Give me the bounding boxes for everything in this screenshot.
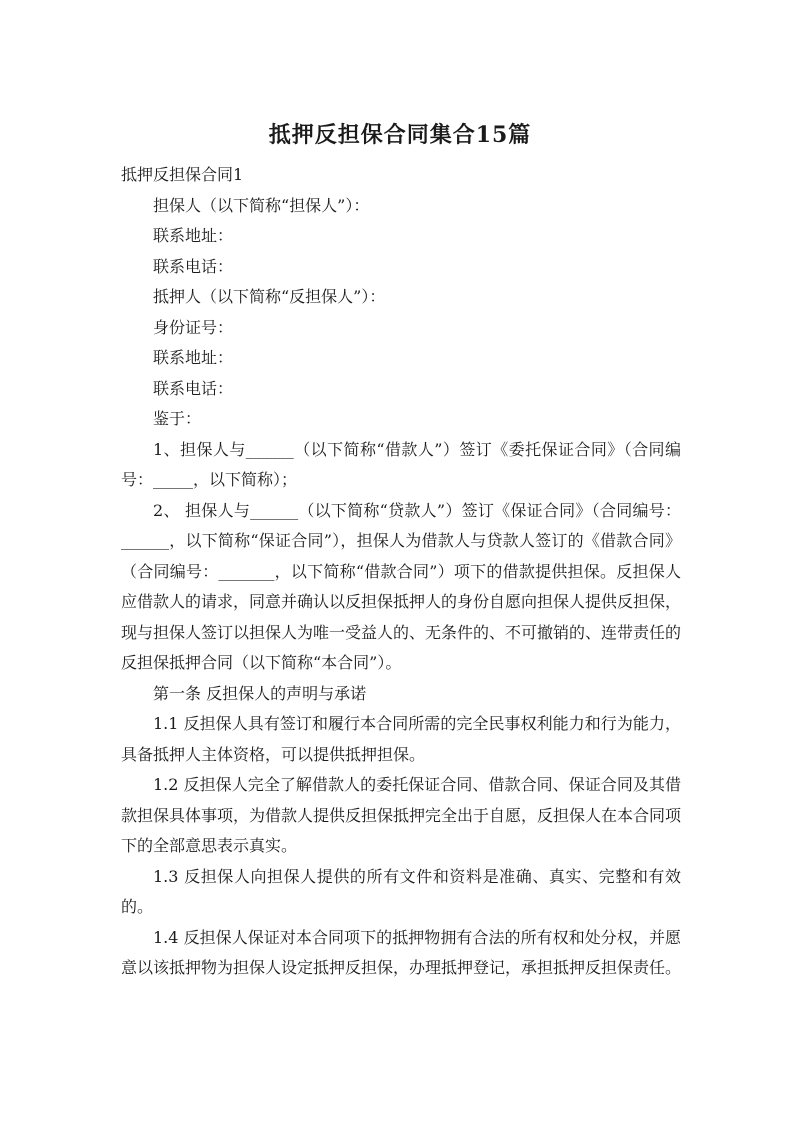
section-heading: 抵押反担保合同1 [121, 165, 244, 184]
recital-1-paragraph: 1、担保人与______（以下简称“借款人”）签订《委托保证合同》（合同编号：_____，以下简称）； [121, 439, 681, 489]
clause-1-3-paragraph: 1.3 反担保人向担保人提供的所有文件和资料是准确、真实、完整和有效的。 [121, 866, 681, 916]
whereas-line: 鉴于： [153, 409, 202, 428]
id-number-line: 身份证号： [153, 317, 234, 337]
guarantor-address-line: 联系地址： [153, 226, 234, 245]
document-body [121, 160, 681, 984]
clause-1-4-paragraph: 1.4 反担保人保证对本合同项下的抵押物拥有合法的所有权和处分权，并愿意以该抵押物为担保人设定抵押反担保，办理抵押登记，承担抵押反担保责任。 [121, 927, 682, 977]
mortgagor-line: 抵押人（以下简称“反担保人”）： [153, 287, 386, 306]
recital-2-paragraph: 2、 担保人与______（以下简称“贷款人”）签订《保证合同》（合同编号：______，以下简称“保证合同”），担保人为借款人与贷款人签订的《借款合同》（合同编号：_______，以下简称“借款合同”）项下的借款提供担保。反担保人应借款人的请求，同意并确认以反担保抵押人的身份自愿向担保人提供反担保，现与担保人签订以担保人为唯一受益人的、无条件的、不可撤销的、连带责任的反担保抵押合同（以下简称“本合同”）。 [121, 500, 682, 672]
guarantor-phone-line: 联系电话： [153, 256, 234, 276]
article-1-heading: 第一条 反担保人的声明与承诺 [153, 683, 367, 703]
document-title: 抵押反担保合同集合15篇 [268, 122, 532, 148]
mortgagor-address-line: 联系地址： [153, 348, 234, 367]
clause-1-2-paragraph: 1.2 反担保人完全了解借款人的委托保证合同、借款合同、保证合同及其借款担保具体事项，为借款人提供反担保抵押完全出于自愿，反担保人在本合同项下的全部意思表示真实。 [121, 775, 682, 855]
clause-1-1-paragraph: 1.1 反担保人具有签订和履行本合同所需的完全民事权利能力和行为能力，具备抵押人主体资格，可以提供抵押担保。 [121, 714, 681, 764]
guarantor-line: 担保人（以下简称“担保人”）： [153, 195, 370, 215]
mortgagor-phone-line: 联系电话： [153, 378, 234, 398]
